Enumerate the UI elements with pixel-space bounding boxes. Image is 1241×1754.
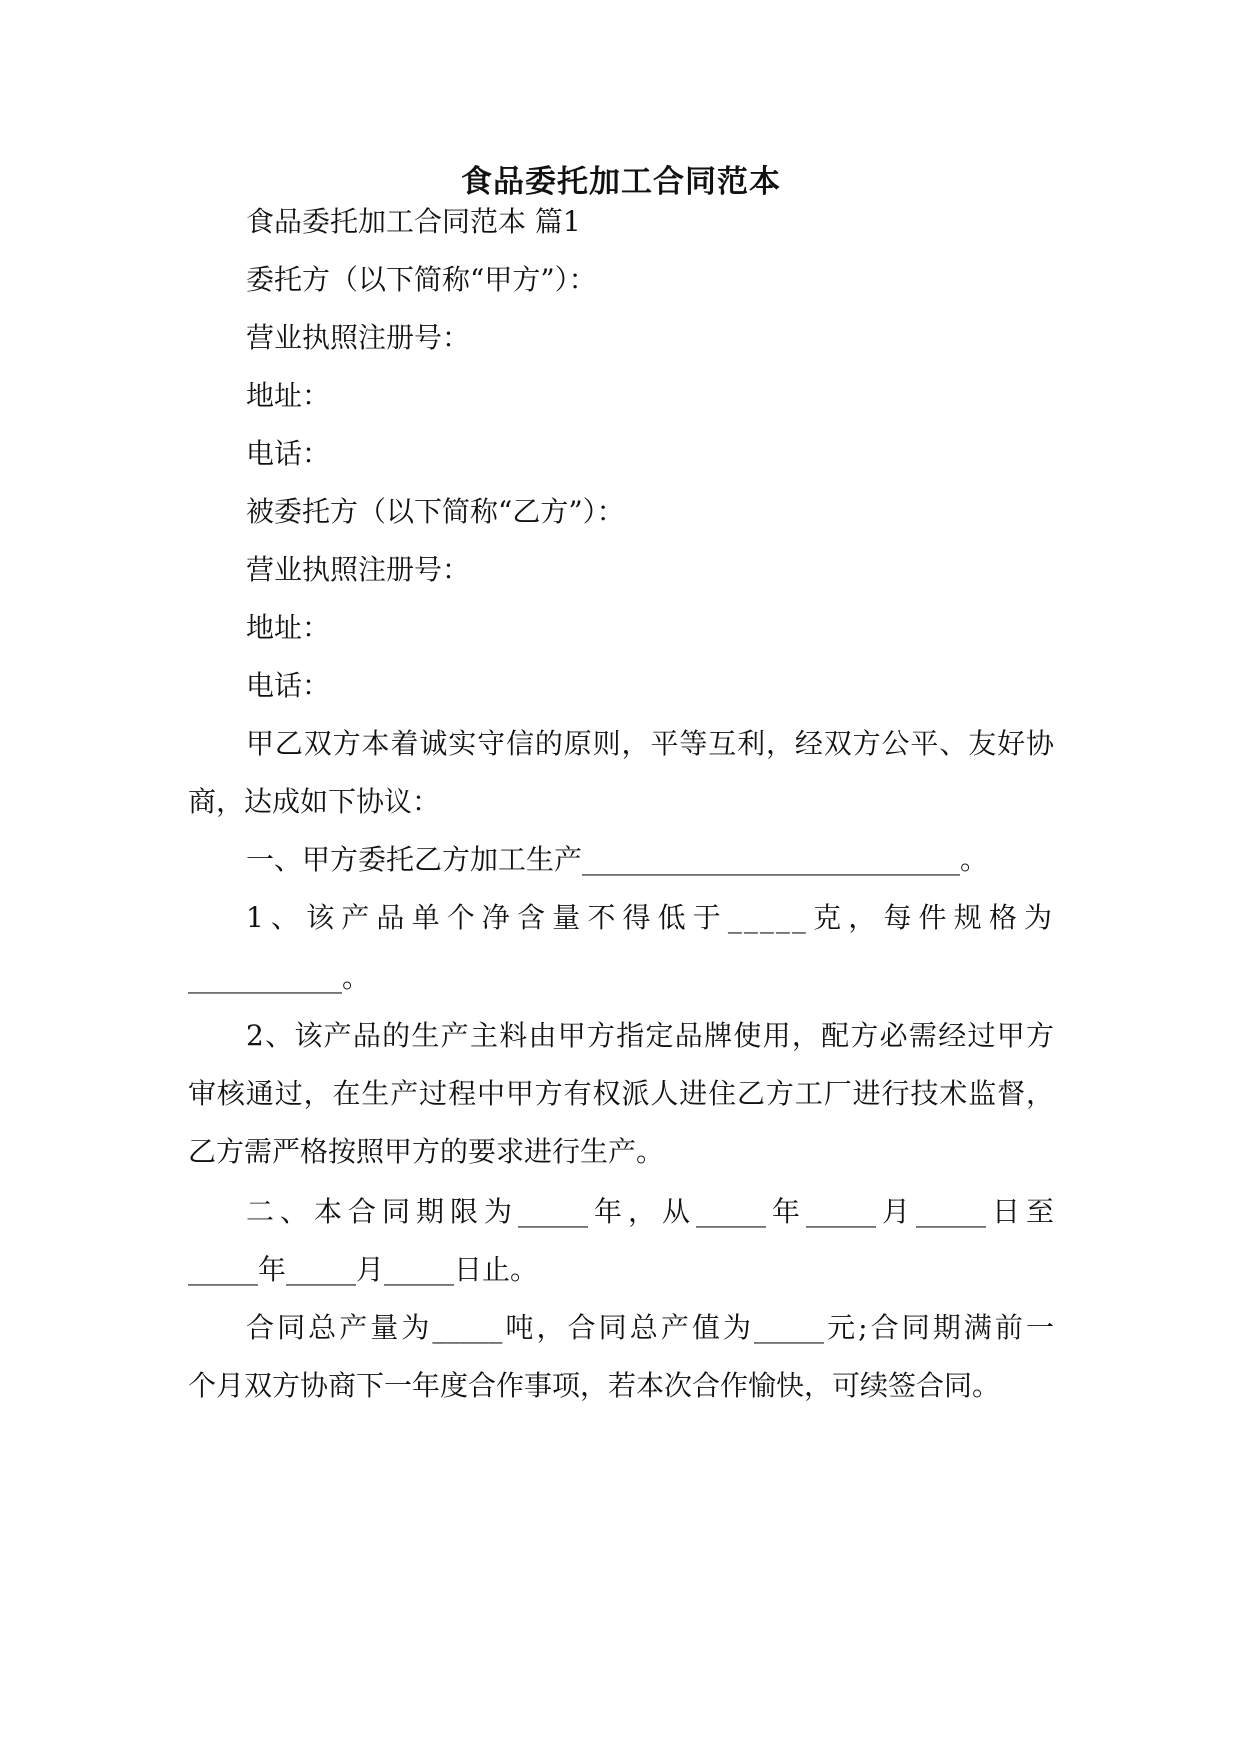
output-line-2: 个月双方协商下一年度合作事项，若本次合作愉快，可续签合同。 [188,1369,1001,1402]
section-heading: 食品委托加工合同范本 篇1 [246,205,581,238]
document-page [188,0,1054,1754]
preamble-line-2: 商，达成如下协议： [188,785,441,818]
party-a-label: 委托方（以下简称“甲方”）： [246,263,597,296]
party-b-phone: 电话： [246,669,331,702]
preamble-line-1: 甲乙双方本着诚实守信的原则，平等互利，经双方公平、友好协 [246,727,1054,760]
party-b-license: 营业执照注册号： [246,553,471,586]
clause-1-1-line-1: 1、该产品单个净含量不得低于_____克，每件规格为 [246,901,1054,934]
document-title: 食品委托加工合同范本 [461,164,781,200]
clause-1-2-line-2: 审核通过，在生产过程中甲方有权派人进住乙方工厂进行技术监督， [188,1077,1054,1110]
clause-1-1-line-2: ___________。 [188,961,371,994]
clause-1-2-line-3: 乙方需严格按照甲方的要求进行生产。 [188,1135,665,1168]
party-b-address: 地址： [246,611,331,644]
output-line-1: 合同总产量为_____吨，合同总产值为_____元;合同期满前一 [246,1311,1054,1344]
party-a-phone: 电话： [246,437,331,470]
clause-2-line-1: 二、本合同期限为_____年，从_____年_____月_____日至 [246,1195,1054,1228]
party-b-label: 被委托方（以下简称“乙方”）： [246,495,625,528]
clause-1: 一、甲方委托乙方加工生产___________________________。 [246,843,989,876]
party-a-license: 营业执照注册号： [246,321,471,354]
clause-2-line-2: _____年_____月_____日止。 [188,1253,539,1286]
party-a-address: 地址： [246,379,331,412]
clause-1-2-line-1: 2、该产品的生产主料由甲方指定品牌使用，配方必需经过甲方 [246,1019,1054,1052]
